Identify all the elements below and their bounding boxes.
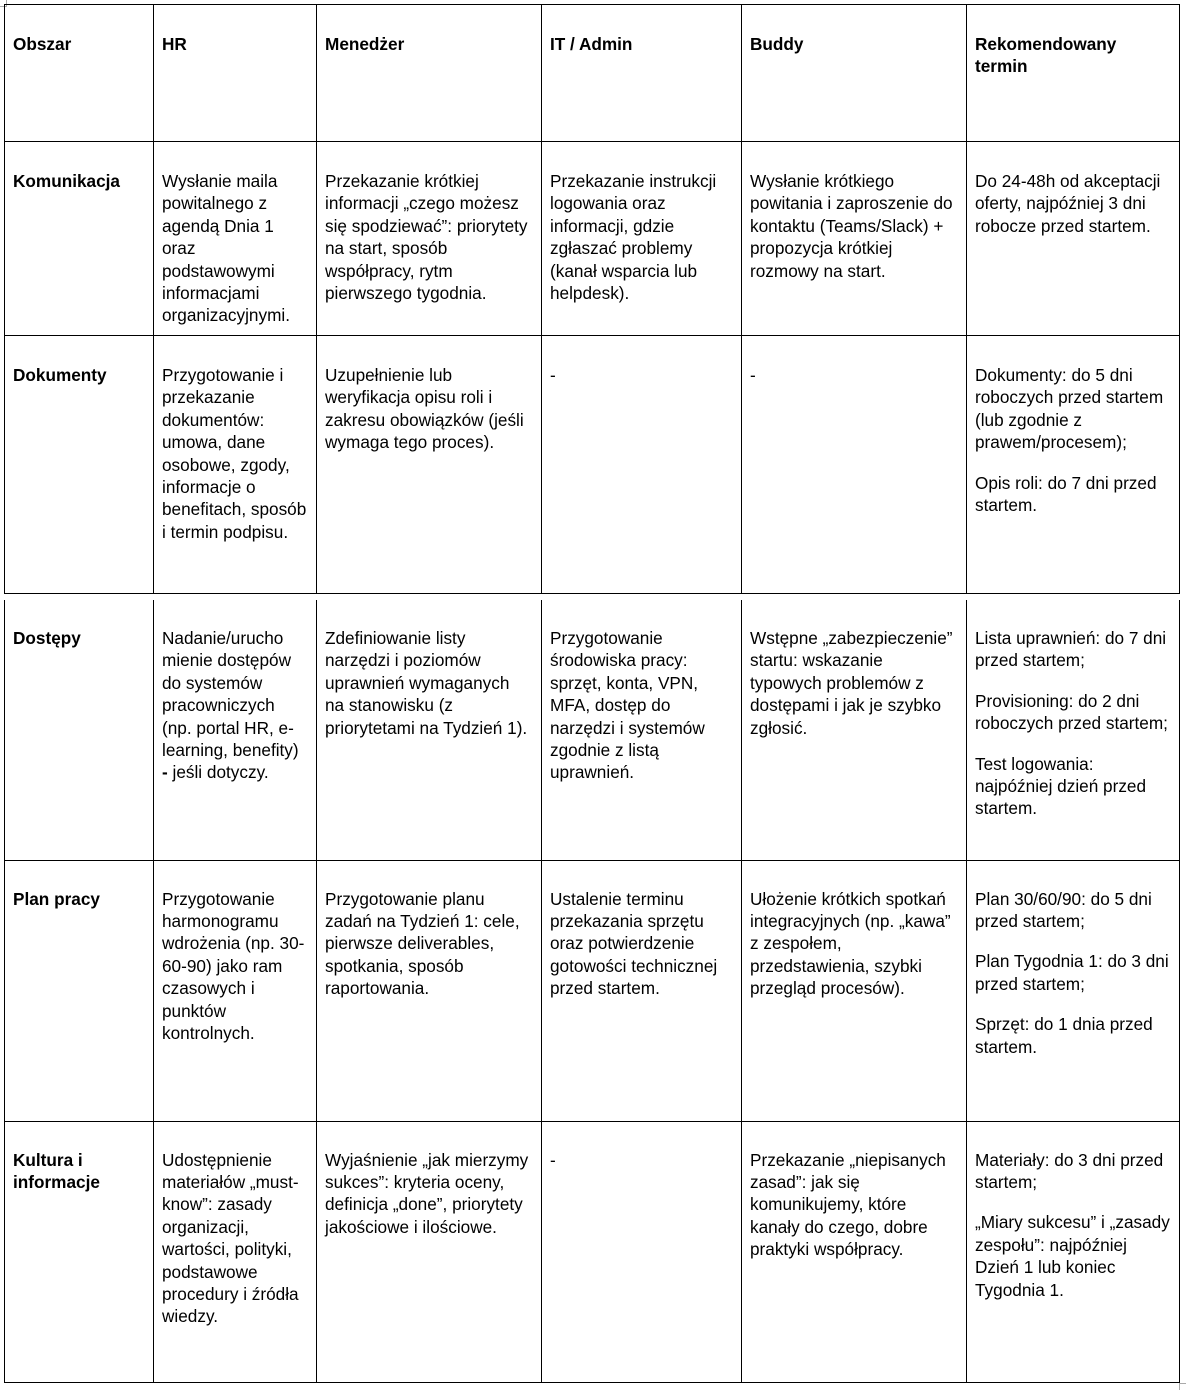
hr-text: jeśli dotyczy. xyxy=(167,762,269,783)
hr-cell xyxy=(154,600,317,860)
buddy-cell: - xyxy=(742,336,967,594)
buddy-cell: Ułożenie krótkich spotkań integracyjnych (np. „kawa” z zespołem, przedstawienia, szybki przegląd procesów). xyxy=(742,860,967,1121)
term-cell xyxy=(967,600,1180,860)
manager-cell: Przekazanie krótkiej informacji „czego możesz się spodziewać”: priorytety na start, sposób współpracy, rytm pierwszego tygodnia. xyxy=(317,142,542,336)
hr-text: Nadanie/urucho mienie dostępów do systemów pracowniczych (np. portal HR, e-learning, benefity) xyxy=(162,628,299,761)
manager-cell: Zdefiniowanie listy narzędzi i poziomów uprawnień wymaganych na stanowisku (z priorytetami na Tydzień 1). xyxy=(317,600,542,860)
hr-cell: Wysłanie maila powitalnego z agendą Dnia 1 oraz podstawowymi informacjami organizacyjnymi. xyxy=(154,142,317,336)
hr-cell: Przygotowanie harmonogramu wdrożenia (np. 30-60-90) jako ram czasowych i punktów kontrolnych. xyxy=(154,860,317,1121)
term-item: Materiały: do 3 dni przed startem; xyxy=(975,1149,1164,1192)
header-cell: HR xyxy=(154,5,317,142)
onboarding-table-part-2 xyxy=(4,600,1180,1383)
buddy-cell: Wstępne „zabezpieczenie” startu: wskazanie typowych problemów z dostępami i jak je szybko zgłosić. xyxy=(742,600,967,860)
term-item: Test logowania: najpóźniej dzień przed startem. xyxy=(975,753,1147,819)
term-item: Dokumenty: do 5 dni roboczych przed startem (lub zgodnie z prawem/procesem); xyxy=(975,365,1164,453)
term-item: Opis roli: do 7 dni przed startem. xyxy=(975,472,1157,516)
table-row xyxy=(5,860,1180,1121)
term-item: Do 24-48h od akceptacji oferty, najpóźniej 3 dni robocze przed startem. xyxy=(975,171,1161,236)
area-cell: Dokumenty xyxy=(5,336,154,594)
header-cell: Obszar xyxy=(5,5,154,142)
term-item: Provisioning: do 2 dni roboczych przed startem; xyxy=(975,690,1168,734)
page-corner-mark xyxy=(1179,1383,1186,1390)
term-item: Sprzęt: do 1 dnia przed startem. xyxy=(975,1014,1153,1057)
term-cell xyxy=(967,142,1180,336)
term-cell xyxy=(967,860,1180,1121)
table-row xyxy=(5,142,1180,336)
term-item: „Miary sukcesu” i „zasady zespołu”: najpóźniej Dzień 1 lub koniec Tygodnia 1. xyxy=(975,1212,1170,1300)
manager-cell: Uzupełnienie lub weryfikacja opisu roli i zakresu obowiązków (jeśli wymaga tego proces). xyxy=(317,336,542,594)
term-item: Plan 30/60/90: do 5 dni przed startem; xyxy=(975,888,1152,931)
area-cell: Kultura i informacje xyxy=(5,1121,154,1382)
hr-cell: Udostępnienie materiałów „must-know”: zasady organizacji, wartości, polityki, podstawowe procedury i źródła wiedzy. xyxy=(154,1121,317,1382)
hr-dash: - xyxy=(162,762,168,783)
area-cell: Plan pracy xyxy=(5,860,154,1121)
it-cell: Przygotowanie środowiska pracy: sprzęt, konta, VPN, MFA, dostęp do narzędzi i systemów zgodnie z listą uprawnień. xyxy=(542,600,742,860)
it-cell: Ustalenie terminu przekazania sprzętu oraz potwierdzenie gotowości technicznej przed startem. xyxy=(542,860,742,1121)
it-cell: Przekazanie instrukcji logowania oraz informacji, gdzie zgłaszać problemy (kanał wsparcia lub helpdesk). xyxy=(542,142,742,336)
term-item: Lista uprawnień: do 7 dni przed startem; xyxy=(975,628,1167,671)
it-cell: - xyxy=(542,336,742,594)
header-cell: Menedżer xyxy=(317,5,542,142)
term-cell xyxy=(967,1121,1180,1382)
table-row xyxy=(5,600,1180,860)
it-cell: - xyxy=(542,1121,742,1382)
table-row xyxy=(5,1121,1180,1382)
manager-cell: Przygotowanie planu zadań na Tydzień 1: cele, pierwsze deliverables, spotkania, sposób raportowania. xyxy=(317,860,542,1121)
buddy-cell: Przekazanie „niepisanych zasad”: jak się komunikujemy, które kanały do czego, dobre praktyki współpracy. xyxy=(742,1121,967,1382)
header-row xyxy=(5,5,1180,142)
area-cell: Komunikacja xyxy=(5,142,154,336)
manager-cell: Wyjaśnienie „jak mierzymy sukces”: kryteria oceny, definicja „done”, priorytety jakościowe i ilościowe. xyxy=(317,1121,542,1382)
term-cell xyxy=(967,336,1180,594)
table-row xyxy=(5,336,1180,594)
hr-cell: Przygotowanie i przekazanie dokumentów: umowa, dane osobowe, zgody, informacje o benefitach, sposób i termin podpisu. xyxy=(154,336,317,594)
header-cell: IT / Admin xyxy=(542,5,742,142)
buddy-cell: Wysłanie krótkiego powitania i zaproszenie do kontaktu (Teams/Slack) + propozycja krótkiej rozmowy na start. xyxy=(742,142,967,336)
term-item: Plan Tygodnia 1: do 3 dni przed startem; xyxy=(975,951,1169,994)
header-cell: Buddy xyxy=(742,5,967,142)
onboarding-table-part-1 xyxy=(4,4,1180,594)
area-cell: Dostępy xyxy=(5,600,154,860)
header-cell: Rekomendowany termin xyxy=(967,5,1180,142)
